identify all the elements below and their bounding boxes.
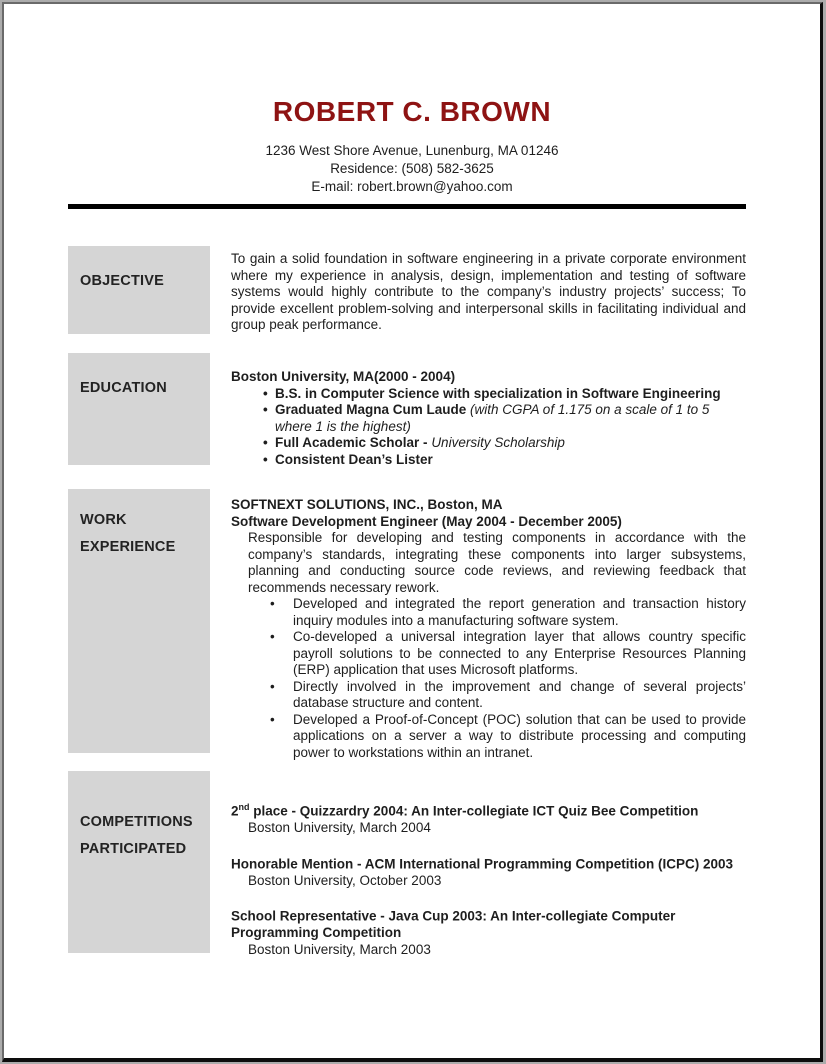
section-label-objective	[68, 246, 210, 334]
education-bullet-main: Full Academic Scholar -	[275, 435, 428, 450]
resume-body	[68, 246, 746, 973]
competition-title-text: School Representative - Java Cup 2003: An Inter-collegiate Computer Programming Competition	[231, 908, 676, 940]
education-content	[231, 369, 746, 468]
contact-email: E-mail: robert.brown@yahoo.com	[311, 179, 513, 194]
competition-item	[231, 799, 746, 837]
competition-title-text: Honorable Mention - ACM International Programming Competition (ICPC) 2003	[231, 856, 734, 871]
section-label-text: OBJECTIVE	[80, 273, 164, 289]
education-bullet	[263, 402, 746, 435]
work-company: SOFTNEXT SOLUTIONS, INC., Boston, MA	[231, 497, 503, 512]
competition-detail: Boston University, March 2003	[248, 941, 431, 957]
education-bullet	[263, 452, 746, 469]
competition-title-ordinal: nd	[238, 802, 250, 812]
competition-detail: Boston University, March 2004	[248, 820, 431, 835]
education-bullet-note: University Scholarship	[431, 435, 565, 450]
work-bullet: • Co-developed a universal integration layer that allows country specific payroll solutions to be connected to any Enterprise Resources Planning (ERP) application that uses Microsoft platforms.	[270, 629, 746, 679]
resume-page	[2, 2, 823, 1062]
section-label-education	[68, 353, 210, 465]
competition-title-text: place - Quizzardry 2004: An Inter-collegiate ICT Quiz Bee Competition	[249, 803, 699, 819]
header-divider	[68, 204, 746, 209]
competition-title-prefix: 2	[231, 803, 239, 819]
work-bullet: • Developed and integrated the report generation and transaction history inquiry modules into a manufacturing software system.	[270, 596, 746, 629]
work-content	[231, 496, 746, 761]
competition-title	[231, 799, 746, 820]
education-bullet-main: Consistent Dean’s Lister	[275, 451, 433, 467]
competition-title	[231, 904, 746, 942]
contact-block	[4, 142, 820, 196]
education-bullet-list	[263, 386, 746, 469]
work-summary: Responsible for developing and testing components in accordance with the company’s standards, integrating these components into larger subsystems, planning and conducting source code reviews, and reviewing feedback that recommends necessary rework.	[248, 530, 746, 595]
section-label-text-line2: PARTICIPATED	[80, 841, 187, 857]
education-bullet	[263, 435, 746, 452]
section-competitions	[68, 771, 746, 973]
contact-residence: Residence: (508) 582-3625	[330, 161, 494, 176]
section-label-text: EDUCATION	[80, 380, 167, 396]
competition-item	[231, 904, 746, 958]
section-label-text-line1: WORK	[80, 512, 127, 528]
competition-detail: Boston University, October 2003	[248, 872, 442, 888]
objective-text: To gain a solid foundation in software engineering in a private corporate environment where my experience in analysis, design, implementation and testing of software systems would highly contribute to the company’s industry projects’ success; To provide excellent problem-solving and interpersonal skills in facilitating individual and group peak performance.	[231, 251, 746, 332]
competitions-content	[231, 799, 746, 973]
resume-name: ROBERT C. BROWN	[272, 96, 552, 127]
section-label-work-experience	[68, 489, 210, 753]
competition-title	[231, 852, 746, 873]
education-bullet-note: (with CGPA of 1.175 on a scale of 1 to 5 where 1 is the highest)	[275, 402, 710, 434]
section-work-experience	[68, 489, 746, 771]
competition-item	[231, 852, 746, 890]
education-bullet-main: Graduated Magna Cum Laude	[275, 402, 467, 417]
work-bullet: • Directly involved in the improvement and change of several projects’ database structure and content.	[270, 679, 746, 712]
section-label-competitions	[68, 771, 210, 953]
education-bullet-main: B.S. in Computer Science with specialization in Software Engineering	[275, 385, 721, 401]
contact-address: 1236 West Shore Avenue, Lunenburg, MA 01246	[265, 143, 559, 158]
section-label-text-line1: COMPETITIONS	[80, 814, 193, 830]
education-bullet	[263, 386, 746, 403]
work-bullet-list	[270, 596, 746, 761]
section-objective	[68, 246, 746, 353]
education-school: Boston University, MA(2000 - 2004)	[231, 369, 456, 384]
section-label-text-line2: EXPERIENCE	[80, 539, 176, 555]
section-education	[68, 353, 746, 489]
work-job-title: Software Development Engineer (May 2004 - December 2005)	[231, 514, 622, 529]
work-bullet: • Developed a Proof-of-Concept (POC) solution that can be used to provide applications on a server a way to distribute processing and computing power to workstations within an intranet.	[270, 712, 746, 762]
